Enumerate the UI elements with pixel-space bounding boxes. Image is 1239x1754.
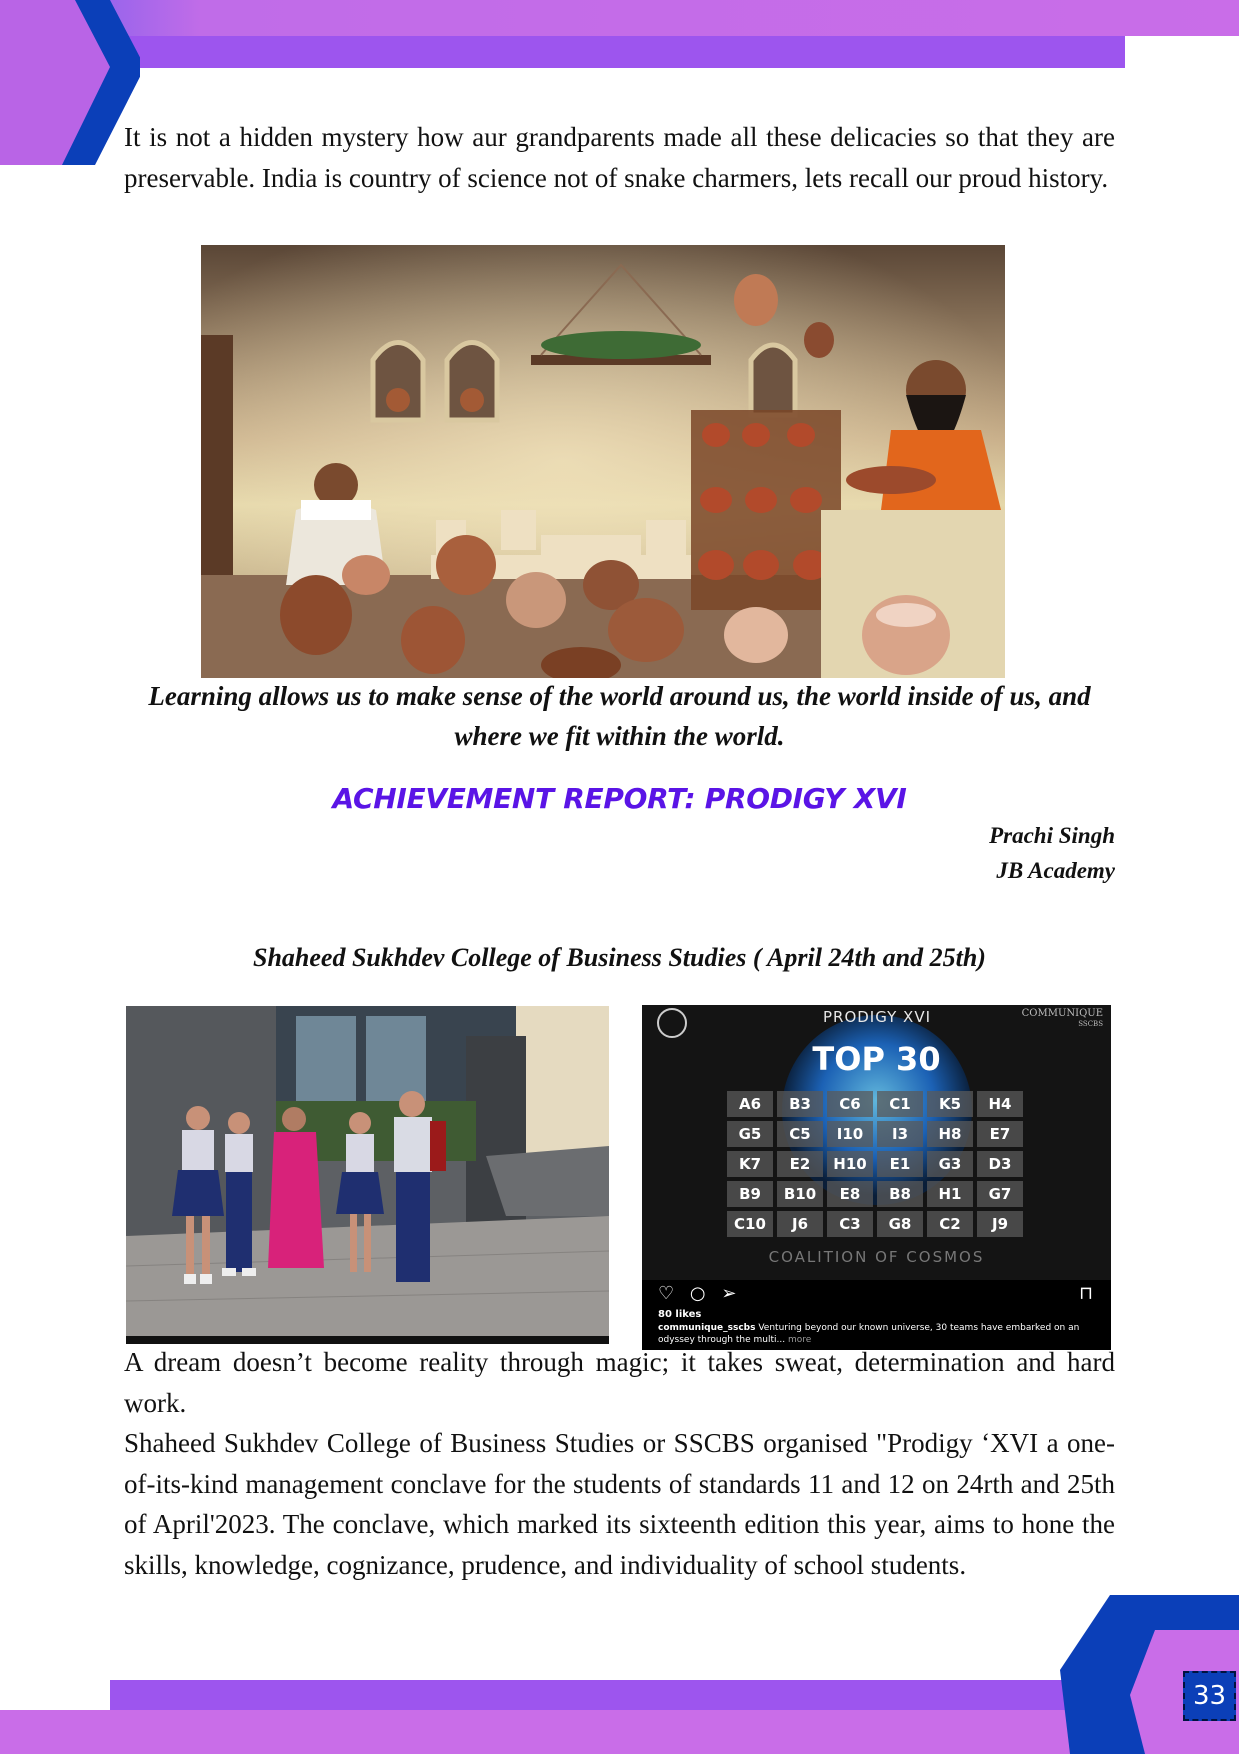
team-code-cell: K7 [727, 1151, 773, 1177]
instagram-post-image [642, 1005, 1111, 1350]
quote-caption: Learning allows us to make sense of the world around us, the world inside of us, and where we fit within the world. [148, 681, 1091, 751]
top-decorative-band [0, 0, 1239, 36]
team-code-cell: A6 [727, 1091, 773, 1117]
team-code-cell: B9 [727, 1181, 773, 1207]
exhibit-photo [201, 245, 1005, 678]
post-likes: 80 likes [658, 1309, 702, 1320]
section-heading: ACHIEVEMENT REPORT: PRODIGY XVI [332, 782, 907, 815]
team-code-cell: C1 [877, 1091, 923, 1117]
team-code-cell: B3 [777, 1091, 823, 1117]
team-code-cell: I3 [877, 1121, 923, 1147]
bottom-decorative-stripe [110, 1680, 1110, 1710]
team-code-cell: E8 [827, 1181, 873, 1207]
students-group-photo [126, 1006, 609, 1344]
post-actions [658, 1283, 736, 1304]
bottom-decorative-band [0, 1710, 1239, 1754]
team-code-cell: E1 [877, 1151, 923, 1177]
author-name: Prachi Singh [989, 823, 1115, 848]
team-code-grid [727, 1091, 1027, 1241]
team-code-row [727, 1181, 1027, 1207]
page-number: 33 [1183, 1671, 1236, 1721]
team-code-cell: G3 [927, 1151, 973, 1177]
team-code-cell: C5 [777, 1121, 823, 1147]
team-code-cell: H4 [977, 1091, 1023, 1117]
share-icon[interactable]: ➢ [721, 1283, 737, 1304]
team-code-cell: E2 [777, 1151, 823, 1177]
team-code-cell: K5 [927, 1091, 973, 1117]
team-code-cell: G5 [727, 1121, 773, 1147]
post-caption-user[interactable]: communique_sscbs [658, 1323, 756, 1333]
bookmark-icon[interactable]: ⊓ [1078, 1283, 1093, 1304]
team-code-cell: C3 [827, 1211, 873, 1237]
heart-icon[interactable]: ♡ [658, 1283, 675, 1304]
post-footer: COALITION OF COSMOS [768, 1248, 985, 1266]
team-code-cell: H8 [927, 1121, 973, 1147]
post-brand-sub: SSCBS [1078, 1020, 1103, 1028]
post-brand-name: COMMUNIQUE [1021, 1008, 1103, 1019]
post-title: TOP 30 [812, 1040, 941, 1078]
post-caption-more[interactable]: more [785, 1335, 812, 1345]
team-code-cell: J9 [977, 1211, 1023, 1237]
team-code-cell: E7 [977, 1121, 1023, 1147]
team-code-row [727, 1121, 1027, 1147]
team-code-cell: D3 [977, 1151, 1023, 1177]
post-brand [1022, 1008, 1103, 1030]
intro-paragraph: It is not a hidden mystery how aur grandparents made all these delicacies so that they are preservable. India is country of science not of snake charmers, lets recall our proud history. [124, 122, 1115, 193]
team-code-cell: G7 [977, 1181, 1023, 1207]
event-subheading: Shaheed Sukhdev College of Business Studies ( April 24th and 25th) [253, 943, 986, 972]
team-code-cell: J6 [777, 1211, 823, 1237]
team-code-cell: H1 [927, 1181, 973, 1207]
post-header: PRODIGY XVI [822, 1008, 932, 1026]
body-paragraph-2: Shaheed Sukhdev College of Business Studies or SSCBS organised "Prodigy ‘XVI a one-of-its-kind management conclave for the students of standards 11 and 12 on 24rth and 25th of April'2023. The conclave, which marked its sixteenth edition this year, aims to hone the skills, knowledge, cognizance, prudence, and individuality of school students. [124, 1428, 1115, 1580]
team-code-cell: B8 [877, 1181, 923, 1207]
author-school: JB Academy [996, 858, 1115, 883]
team-code-cell: I10 [827, 1121, 873, 1147]
top-decorative-stripe [120, 36, 1125, 68]
team-code-row [727, 1091, 1027, 1117]
team-code-row [727, 1151, 1027, 1177]
comment-icon[interactable]: ○ [689, 1283, 706, 1304]
team-code-cell: C6 [827, 1091, 873, 1117]
top-left-chevron-decoration [0, 0, 140, 165]
team-code-cell: H10 [827, 1151, 873, 1177]
team-code-cell: B10 [777, 1181, 823, 1207]
post-caption-text: Venturing beyond our known universe, 30 teams have embarked on an odyssey through the multi... [658, 1323, 1080, 1345]
body-text [124, 1342, 1115, 1585]
team-code-cell: C10 [727, 1211, 773, 1237]
team-code-row [727, 1211, 1027, 1237]
team-code-cell: G8 [877, 1211, 923, 1237]
body-paragraph-1: A dream doesn’t become reality through magic; it takes sweat, determination and hard work. [124, 1347, 1115, 1418]
team-code-cell: C2 [927, 1211, 973, 1237]
